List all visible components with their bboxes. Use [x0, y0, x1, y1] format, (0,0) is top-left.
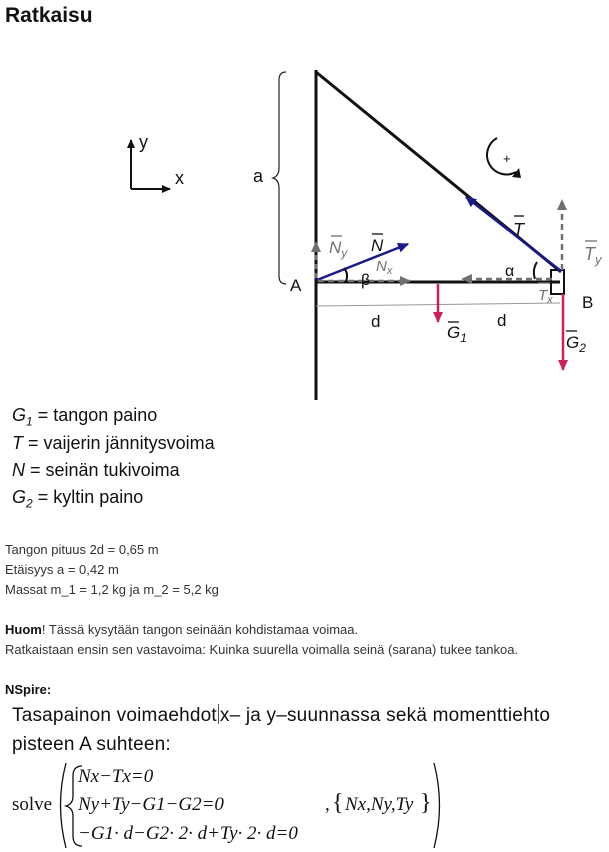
nspire-line-1a: Tasapainon voimaehdot	[12, 705, 217, 726]
label-Nx	[376, 258, 393, 277]
label-G1-sub: 1	[460, 331, 467, 345]
legend-text: = tangon paino	[32, 405, 158, 425]
label-B: B	[582, 293, 594, 312]
legend-text: = vaijerin jännitysvoima	[23, 433, 215, 453]
legend-item	[12, 487, 143, 511]
label-T: T	[513, 220, 524, 240]
note-line-1	[5, 622, 358, 637]
equation-2: Ny+Ty−G1−G2=0	[78, 794, 224, 815]
label-alpha: α	[505, 263, 515, 280]
legend-symbol: G	[12, 487, 27, 507]
note-bold: Huom	[5, 622, 42, 637]
legend-symbol: G	[12, 405, 27, 425]
equation-1: Nx−Tx=0	[78, 766, 154, 787]
label-Ty-sub: y	[595, 252, 602, 267]
axes-icon	[131, 140, 170, 189]
nspire-label: NSpire:	[5, 682, 52, 697]
brace-a	[273, 72, 286, 284]
given-length: Tangon pituus 2d = 0,65 m	[5, 542, 159, 557]
legend-text: = seinän tukivoima	[25, 460, 180, 480]
legend-subscript: 2	[26, 496, 33, 511]
label-Tx-sub: x	[547, 294, 553, 306]
label-Ty-main: T	[584, 244, 595, 264]
label-a: a	[253, 166, 264, 186]
label-G2-sub: 2	[579, 341, 586, 355]
label-Ny-main: N	[329, 238, 342, 257]
free-body-diagram	[0, 0, 609, 400]
legend-item	[12, 460, 180, 481]
note-rest: ! Tässä kysytään tangon seinään kohdistamaa voimaa.	[41, 622, 359, 637]
axis-y-label: y	[139, 132, 148, 152]
given-masses: Massat m_1 = 1,2 kg ja m_2 = 5,2 kg	[5, 582, 219, 597]
nspire-line-1b: x– ja y–suunnassa sekä momenttiehto	[219, 705, 551, 726]
legend-subscript: 1	[26, 414, 33, 429]
solve-variables: Nx,Ny,Ty	[345, 794, 414, 815]
label-A: A	[290, 276, 302, 295]
legend-text: = kyltin paino	[32, 487, 144, 507]
nspire-line-1[interactable]	[12, 704, 550, 727]
legend-symbol: T	[12, 433, 23, 453]
label-Nx-main: N	[376, 258, 387, 275]
axis-x-label: x	[175, 168, 184, 188]
text-cursor	[218, 704, 219, 724]
vars-close-brace: }	[420, 790, 432, 816]
equation-3: −G1· d−G2· 2· d+Ty· 2· d=0	[78, 823, 298, 844]
label-Tx-main: T	[538, 287, 548, 304]
rotation-sign: +	[503, 151, 511, 166]
label-Ny	[329, 238, 348, 260]
legend-symbol: N	[12, 460, 25, 480]
label-Ny-sub: y	[341, 246, 348, 260]
legend-item	[12, 433, 215, 454]
legend-item	[12, 405, 157, 429]
label-G1-main: G	[447, 323, 461, 342]
label-Ty	[584, 244, 603, 267]
label-Nx-sub: x	[386, 265, 393, 277]
solve-word: solve	[12, 794, 53, 815]
label-N: N	[371, 236, 384, 255]
nspire-line-2: pisteen A suhteen:	[12, 734, 171, 755]
vars-open-brace: {	[332, 790, 344, 816]
given-distance: Etäisyys a = 0,42 m	[5, 562, 119, 577]
note-line-2: Ratkaistaan ensin sen vastavoima: Kuinka suurella voimalla seinä (sarana) tukee tankoa.	[5, 642, 519, 657]
label-G2-main: G	[566, 333, 580, 352]
label-G1	[447, 323, 467, 345]
vars-comma: ,	[325, 794, 330, 815]
label-d1: d	[371, 312, 381, 331]
page-title: Ratkaisu	[5, 4, 93, 27]
label-G2	[566, 333, 586, 355]
label-d2: d	[497, 311, 507, 330]
label-beta: β	[361, 272, 371, 289]
